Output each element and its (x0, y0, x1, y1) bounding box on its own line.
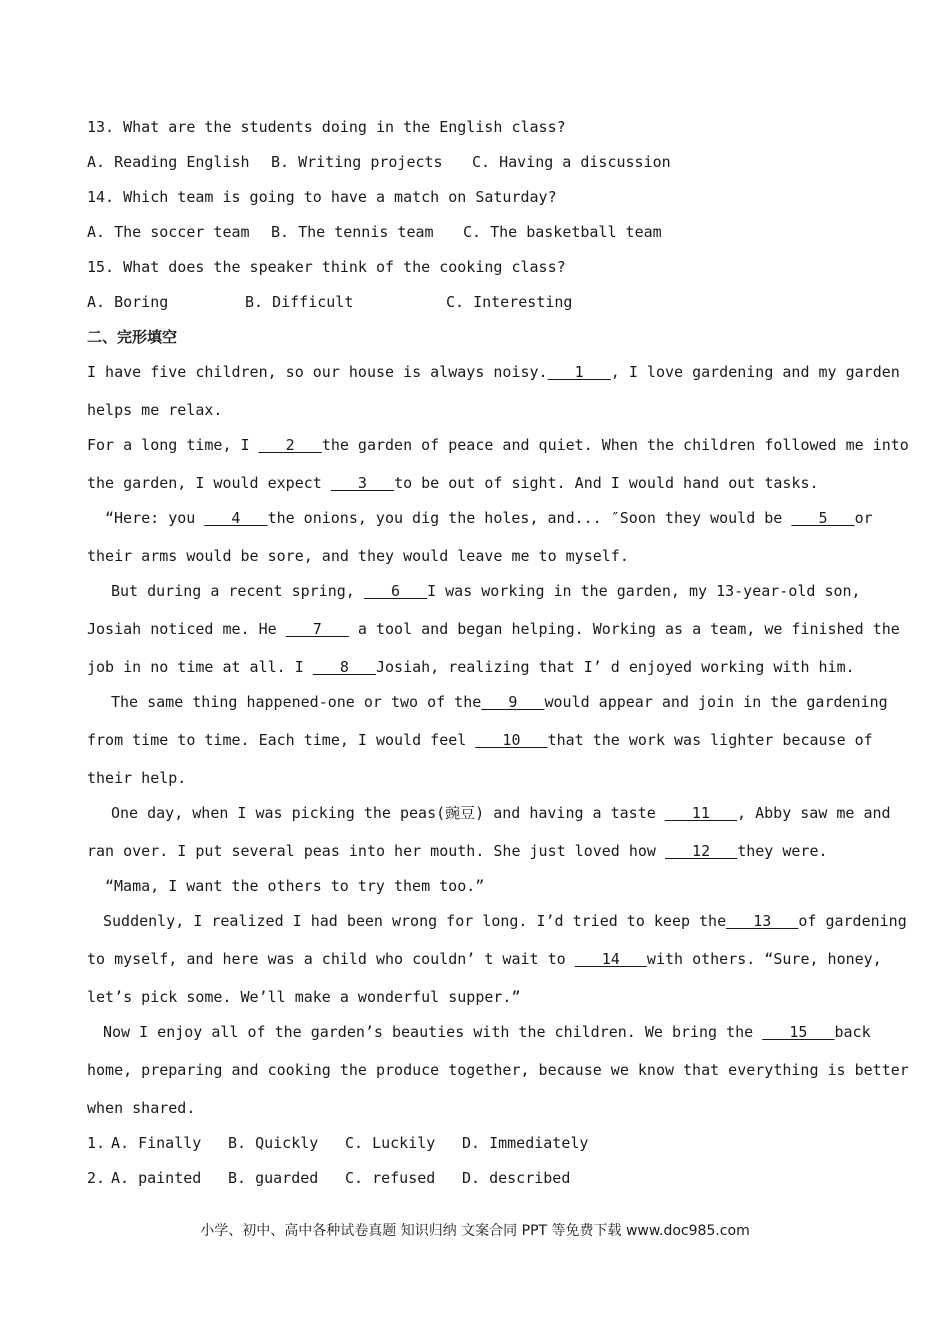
option: B. Quickly (228, 1134, 319, 1152)
blank-11: 11 (664, 804, 738, 822)
text: of gardening (798, 912, 907, 930)
blank-1: 1 (547, 363, 611, 381)
text: to myself, and here was a child who couldn’ t wait to (87, 950, 575, 968)
text: with others. “Sure, honey, (646, 950, 882, 968)
option: C. The basketball team (463, 223, 662, 241)
passage-line: when shared. (87, 1099, 196, 1117)
passage-line (87, 657, 855, 677)
option: A. Reading English (87, 153, 250, 171)
blank-9: 9 (481, 693, 545, 711)
option: B. Difficult (245, 293, 354, 311)
text: , Abby saw me and (737, 804, 891, 822)
blank-2: 2 (258, 436, 322, 454)
text: they were. (737, 842, 828, 860)
option: D. Immediately (462, 1134, 589, 1152)
blank-12: 12 (664, 842, 738, 860)
passage-line (87, 473, 819, 493)
passage-line (103, 911, 907, 931)
blank-3: 3 (330, 474, 395, 492)
option: A. The soccer team (87, 223, 250, 241)
option: B. Writing projects (271, 153, 443, 171)
passage-line: their help. (87, 769, 187, 787)
text: Josiah, realizing that I’ d enjoyed working with him. (376, 658, 855, 676)
blank-10: 10 (475, 731, 548, 749)
passage-line (111, 803, 891, 823)
option: C. Luckily (345, 1134, 436, 1152)
choice-number: 2. (87, 1169, 106, 1187)
option: B. guarded (228, 1169, 319, 1187)
option: A. Finally (111, 1134, 202, 1152)
blank-6: 6 (363, 582, 428, 600)
text: The same thing happened-one or two of the (111, 693, 482, 711)
blank-13: 13 (726, 912, 799, 930)
question-13-options (87, 152, 671, 172)
passage-line (105, 508, 873, 528)
text: One day, when I was picking the peas(豌豆) and having a taste (111, 804, 665, 822)
blank-7: 7 (285, 620, 349, 638)
text: I was working in the garden, my 13-year-old son, (427, 582, 861, 600)
blank-4: 4 (204, 509, 268, 527)
text: from time to time. Each time, I would feel (87, 731, 476, 749)
passage-line (87, 949, 882, 969)
passage-line: let’s pick some. We’ll make a wonderful supper.” (87, 988, 521, 1006)
text: I have five children, so our house is always noisy. (87, 363, 548, 381)
blank-15: 15 (762, 1023, 835, 1041)
option: A. painted (111, 1169, 202, 1187)
passage-line (87, 435, 909, 455)
text: Suddenly, I realized I had been wrong for long. I’d tried to keep the (103, 912, 727, 930)
text: that the work was lighter because of (547, 731, 873, 749)
option: B. The tennis team (271, 223, 434, 241)
passage-line: home, preparing and cooking the produce together, because we know that everything is better (87, 1061, 909, 1079)
question-15-options (87, 292, 572, 312)
choice-row-2 (87, 1168, 570, 1188)
blank-5: 5 (791, 509, 855, 527)
passage-line (103, 1022, 871, 1042)
text: or (854, 509, 873, 527)
passage-line: their arms would be sore, and they would leave me to myself. (87, 547, 629, 565)
text: Now I enjoy all of the garden’s beauties with the children. We bring the (103, 1023, 763, 1041)
passage-line (87, 841, 828, 861)
text: For a long time, I (87, 436, 259, 454)
text: to be out of sight. And I would hand out tasks. (394, 474, 819, 492)
text: back (834, 1023, 871, 1041)
question-14-options (87, 222, 662, 242)
question-13: 13. What are the students doing in the English class? (87, 118, 566, 136)
passage-line (87, 362, 900, 382)
passage-line (87, 730, 873, 750)
text: the garden, I would expect (87, 474, 331, 492)
text: a tool and began helping. Working as a team, we finished the (348, 620, 900, 638)
text: ran over. I put several peas into her mouth. She just loved how (87, 842, 665, 860)
text: But during a recent spring, (111, 582, 364, 600)
option: D. described (462, 1169, 571, 1187)
blank-8: 8 (312, 658, 376, 676)
passage-line: helps me relax. (87, 401, 223, 419)
option: C. Interesting (446, 293, 573, 311)
question-15: 15. What does the speaker think of the cooking class? (87, 258, 566, 276)
text: “Here: you (105, 509, 205, 527)
text: Josiah noticed me. He (87, 620, 286, 638)
passage-line (111, 581, 861, 601)
text: would appear and join in the gardening (544, 693, 888, 711)
text: job in no time at all. I (87, 658, 313, 676)
section-title: 二、完形填空 (87, 328, 178, 346)
blank-14: 14 (574, 950, 647, 968)
page-footer: 小学、初中、高中各种试卷真题 知识归纳 文案合同 PPT 等免费下载 www.doc985.com (200, 1223, 750, 1239)
passage-line (87, 619, 900, 639)
passage-line: “Mama, I want the others to try them too.” (105, 877, 485, 895)
passage-line (111, 692, 888, 712)
option: C. refused (345, 1169, 436, 1187)
option: A. Boring (87, 293, 169, 311)
question-14: 14. Which team is going to have a match on Saturday? (87, 188, 557, 206)
choice-row-1 (87, 1133, 588, 1153)
choice-number: 1. (87, 1134, 106, 1152)
text: the garden of peace and quiet. When the children followed me into (321, 436, 909, 454)
option: C. Having a discussion (472, 153, 671, 171)
text: the onions, you dig the holes, and... ″Soon they would be (267, 509, 792, 527)
text: , I love gardening and my garden (610, 363, 900, 381)
